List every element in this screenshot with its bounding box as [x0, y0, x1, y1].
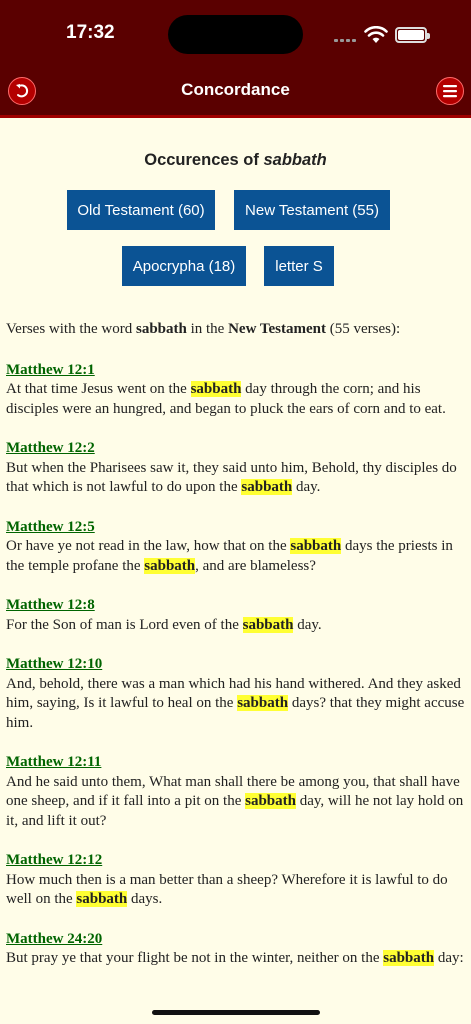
menu-button[interactable] — [436, 77, 464, 105]
verse-item — [6, 753, 466, 831]
verse-text: For the Son of man is Lord even of the — [6, 616, 243, 633]
highlighted-word: sabbath — [245, 793, 296, 809]
status-time: 17:32 — [66, 22, 115, 43]
intro-part: (55 verses): — [326, 321, 401, 337]
new-testament-button[interactable]: New Testament (55) — [234, 190, 390, 230]
verse-text: Or have ye not read in the law, how that on the — [6, 538, 291, 554]
intro-part: Verses with the word — [6, 321, 136, 337]
battery-icon — [395, 27, 427, 43]
verses-container — [6, 361, 466, 969]
intro-part: in the — [186, 321, 229, 337]
cellular-signal-icon — [334, 39, 356, 42]
verse-reference-link[interactable]: Matthew 12:10 — [6, 656, 103, 672]
heading-word: sabbath — [263, 151, 327, 169]
verse-item — [6, 361, 466, 420]
verse-text: But pray ye that your flight be not in the winter, neither on the — [6, 950, 384, 966]
highlighted-word: sabbath — [144, 557, 196, 574]
verse-list — [6, 320, 466, 989]
verse-item — [6, 596, 466, 635]
verse-text: At that time Jesus went on the — [6, 381, 191, 397]
old-testament-button[interactable]: Old Testament (60) — [67, 190, 215, 230]
highlighted-word: sabbath — [383, 950, 435, 966]
verse-text: days the priests in the temple profane the — [6, 538, 453, 574]
verse-text: day. — [292, 479, 321, 495]
verse-text: days. — [127, 891, 163, 907]
letter-s-button[interactable]: letter S — [264, 246, 334, 286]
verse-reference-link[interactable]: Matthew 12:2 — [6, 440, 95, 456]
verse-item — [6, 518, 466, 577]
verse-text: day through the corn; and his disciples were an hungred, and began to pluck the ears of corn and to eat. — [6, 381, 446, 417]
highlighted-word: sabbath — [241, 479, 293, 495]
verse-item — [6, 851, 466, 910]
page-heading — [0, 151, 471, 170]
verse-reference-link[interactable]: Matthew 12:5 — [6, 518, 95, 535]
verse-text: days? that they might accuse him. — [6, 695, 465, 731]
intro-word: sabbath — [135, 321, 187, 337]
apocrypha-button[interactable]: Apocrypha (18) — [122, 246, 246, 286]
verse-text: day, will he not lay hold on it, and lift it out? — [6, 793, 464, 829]
wifi-icon — [364, 26, 388, 44]
intro-section: New Testament — [228, 321, 327, 337]
hamburger-menu-icon — [441, 82, 459, 100]
heading-prefix: Occurences of — [144, 151, 264, 169]
top-bar — [0, 0, 471, 118]
verse-reference-link[interactable]: Matthew 12:1 — [6, 361, 95, 378]
verse-item — [6, 439, 466, 498]
intro-text — [6, 320, 466, 340]
verse-text: day. — [293, 616, 322, 633]
dynamic-island — [168, 15, 303, 54]
verse-text: day: — [434, 950, 464, 966]
verse-reference-link[interactable]: Matthew 12:12 — [6, 852, 103, 868]
verse-text: , and are blameless? — [195, 557, 316, 574]
highlighted-word: sabbath — [190, 381, 242, 397]
highlighted-word: sabbath — [242, 616, 294, 633]
highlighted-word: sabbath — [76, 891, 128, 907]
verse-text: And, behold, there was a man which had his hand withered. And they asked him, saying, Is it lawful to heal on the — [6, 675, 461, 711]
verse-reference-link[interactable]: Matthew 24:20 — [6, 930, 103, 947]
verse-text: How much then is a man better than a sheep? Wherefore it is lawful to do well on the — [6, 871, 448, 907]
home-indicator — [152, 1010, 320, 1015]
verse-text: But when the Pharisees saw it, they said unto him, Behold, thy disciples do that which is not lawful to do upon the — [6, 459, 457, 495]
nav-title: Concordance — [181, 80, 290, 99]
verse-text: And he said unto them, What man shall there be among you, that shall have one sheep, and if it fall into a pit on the — [6, 773, 460, 809]
verse-item — [6, 930, 466, 969]
highlighted-word: sabbath — [237, 695, 289, 711]
verse-reference-link[interactable]: Matthew 12:11 — [6, 754, 102, 770]
verse-reference-link[interactable]: Matthew 12:8 — [6, 597, 95, 613]
highlighted-word: sabbath — [290, 538, 342, 554]
verse-item — [6, 655, 466, 733]
